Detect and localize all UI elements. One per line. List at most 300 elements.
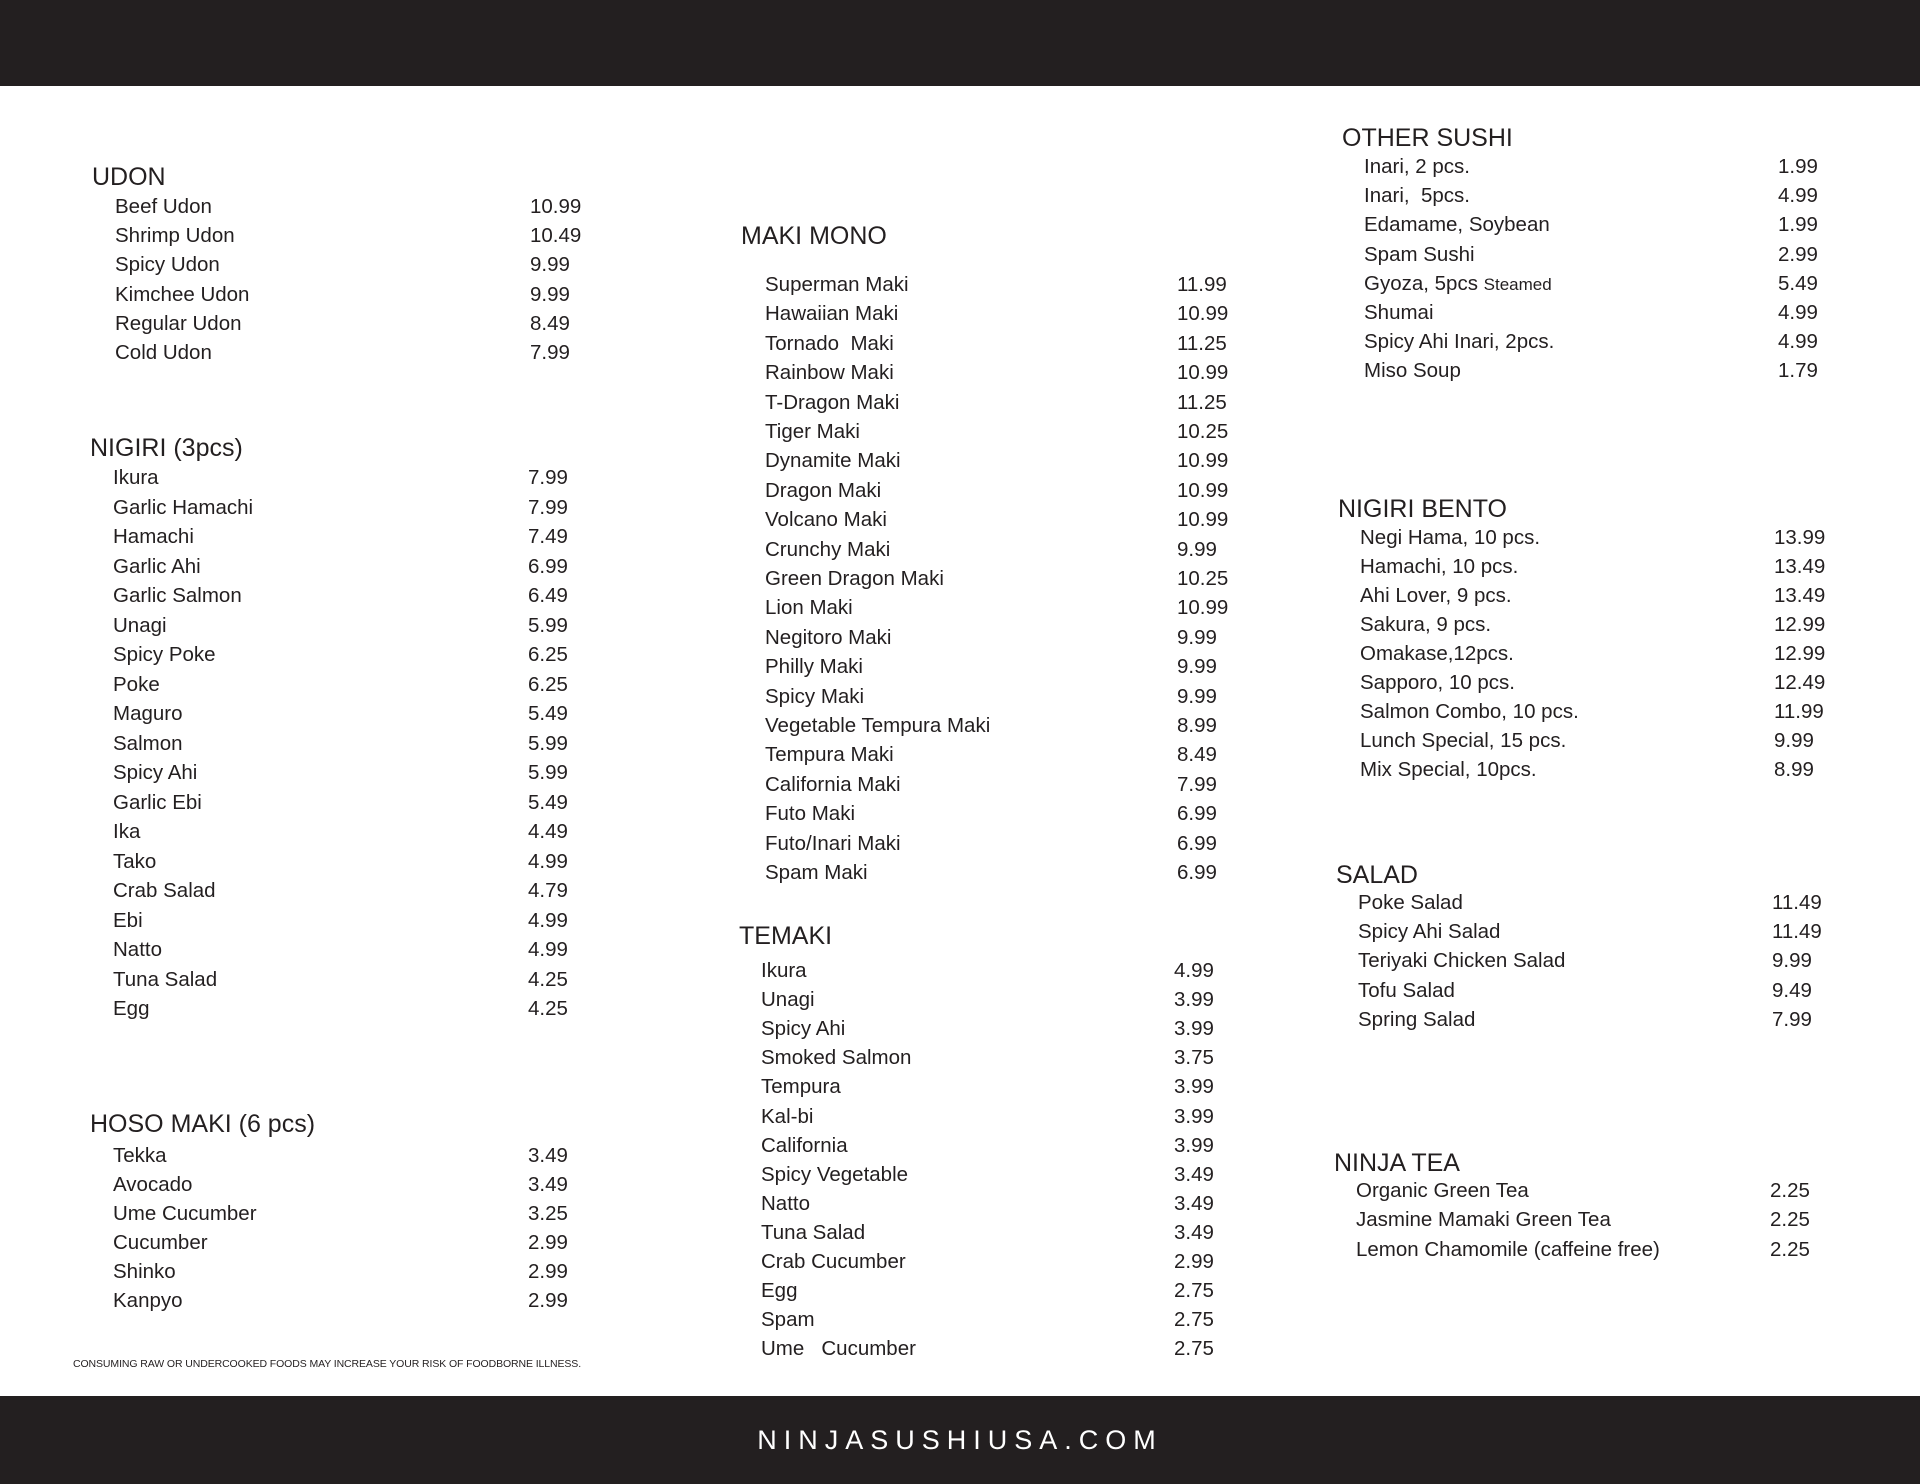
menu-item-name xyxy=(1360,523,1540,552)
menu-item xyxy=(90,935,608,964)
menu-item-name-text: Spicy Ahi Salad xyxy=(1358,920,1501,943)
menu-item-name xyxy=(1364,152,1470,181)
menu-item xyxy=(90,581,608,610)
menu-item xyxy=(741,652,1257,681)
menu-item-price: 10.99 xyxy=(1177,508,1229,531)
menu-item-price: 3.49 xyxy=(528,1144,568,1167)
menu-item-name-text: Tekka xyxy=(113,1144,167,1167)
menu-item-name xyxy=(765,593,853,622)
menu-item xyxy=(741,682,1257,711)
menu-item-price: 10.25 xyxy=(1177,420,1229,443)
menu-item-price: 4.79 xyxy=(528,879,568,902)
menu-item-name-text: Ikura xyxy=(761,959,807,982)
menu-item-name-text: Spring Salad xyxy=(1358,1008,1476,1031)
menu-item-name xyxy=(113,876,216,905)
menu-item-name-text: Ikura xyxy=(113,466,159,489)
menu-item-name-text: Salmon Combo, 10 pcs. xyxy=(1360,700,1579,723)
menu-item-name-text: Spicy Poke xyxy=(113,643,216,666)
menu-item-name xyxy=(115,309,242,338)
menu-item-name xyxy=(765,711,990,740)
menu-item-name-text: Vegetable Tempura Maki xyxy=(765,714,991,737)
menu-item-name xyxy=(1358,888,1463,917)
menu-item xyxy=(741,770,1257,799)
menu-item xyxy=(90,758,608,787)
menu-item-name-text: Superman Maki xyxy=(765,273,909,296)
menu-item-price: 1.99 xyxy=(1778,155,1818,178)
website-url: NINJASUSHIUSA.COM xyxy=(757,1424,1163,1455)
menu-item-name-text: Garlic Ahi xyxy=(113,555,201,578)
menu-item-name xyxy=(761,1043,911,1072)
menu-item-price: 7.99 xyxy=(528,496,568,519)
menu-item-name-text: Kal-bi xyxy=(761,1105,814,1128)
menu-item-name-text: Spam xyxy=(761,1308,815,1331)
menu-item-name xyxy=(113,493,253,522)
menu-item-name xyxy=(113,640,216,669)
section-title: OTHER SUSHI xyxy=(1342,124,1513,152)
menu-item-name xyxy=(113,758,197,787)
menu-item-name xyxy=(113,729,183,758)
menu-item-price: 3.49 xyxy=(1174,1221,1214,1244)
menu-item xyxy=(739,956,1254,985)
menu-item-name-text: Cucumber xyxy=(113,1231,208,1254)
menu-item-name-text: Dragon Maki xyxy=(765,479,882,502)
menu-item-price: 1.99 xyxy=(1778,213,1818,236)
menu-item-price: 2.25 xyxy=(1770,1238,1810,1261)
menu-item-name xyxy=(761,1305,815,1334)
menu-item-name xyxy=(1364,181,1470,210)
menu-item-name xyxy=(765,829,901,858)
menu-item-name-text: Miso Soup xyxy=(1364,359,1461,382)
menu-item-name xyxy=(113,552,201,581)
menu-item-name xyxy=(113,699,183,728)
menu-item-price: 6.99 xyxy=(1177,832,1217,855)
menu-item-price: 3.99 xyxy=(1174,1105,1214,1128)
menu-item xyxy=(739,1334,1254,1363)
menu-item-name xyxy=(1364,240,1475,269)
menu-item-price: 9.99 xyxy=(1177,685,1217,708)
menu-item xyxy=(1334,1176,1850,1205)
menu-item-name xyxy=(1364,327,1554,356)
menu-item-name-text: Salmon xyxy=(113,732,183,755)
menu-item-name xyxy=(113,1257,176,1286)
menu-item xyxy=(92,250,610,279)
menu-item-name-text: Spicy Ahi Inari, 2pcs. xyxy=(1364,330,1555,353)
menu-item-price: 1.79 xyxy=(1778,359,1818,382)
menu-item-price: 4.99 xyxy=(528,909,568,932)
menu-item xyxy=(739,985,1254,1014)
menu-item-name-text: Shumai xyxy=(1364,301,1434,324)
menu-item-name-text: Maguro xyxy=(113,702,183,725)
menu-item xyxy=(90,876,608,905)
menu-item-name-text: Tiger Maki xyxy=(765,420,860,443)
menu-item-name xyxy=(113,1170,192,1199)
menu-item-name xyxy=(761,1334,916,1363)
section-title: HOSO MAKI (6 pcs) xyxy=(90,1110,316,1138)
menu-item xyxy=(741,299,1257,328)
section-title: UDON xyxy=(92,163,166,191)
menu-item xyxy=(1336,976,1852,1005)
menu-item-name xyxy=(113,994,149,1023)
menu-item-name-text: Spam Sushi xyxy=(1364,243,1475,266)
menu-item-price: 10.49 xyxy=(530,224,582,247)
menu-item-name xyxy=(1358,1005,1475,1034)
menu-item-name xyxy=(765,770,901,799)
menu-item-name-text: Tempura Maki xyxy=(765,743,894,766)
menu-item-name xyxy=(765,740,894,769)
section-title: TEMAKI xyxy=(739,922,833,950)
menu-item-price: 4.99 xyxy=(1778,330,1818,353)
menu-item-price: 5.49 xyxy=(528,702,568,725)
menu-item-name-text: Green Dragon Maki xyxy=(765,567,944,590)
menu-item-name xyxy=(765,682,864,711)
menu-item-name xyxy=(113,522,194,551)
menu-item xyxy=(1336,1005,1852,1034)
menu-item-name-text: Hamachi, 10 pcs. xyxy=(1360,555,1519,578)
menu-item-name-text: Tornado Maki xyxy=(765,332,894,355)
menu-item-name-text: Rainbow Maki xyxy=(765,361,894,384)
menu-item-price: 3.49 xyxy=(1174,1192,1214,1215)
menu-item-name-text: Ume Cucumber xyxy=(113,1202,257,1225)
menu-item-price: 13.99 xyxy=(1774,526,1826,549)
menu-item-name-text: Lion Maki xyxy=(765,596,853,619)
menu-item xyxy=(92,280,610,309)
menu-item-name-text: Natto xyxy=(761,1192,810,1215)
menu-item-name-text: Ebi xyxy=(113,909,143,932)
menu-item xyxy=(739,1072,1254,1101)
menu-item-name-text: Egg xyxy=(761,1279,798,1302)
menu-item-name xyxy=(1360,581,1512,610)
menu-item-price: 10.99 xyxy=(1177,449,1229,472)
menu-item xyxy=(1338,639,1854,668)
menu-item xyxy=(1342,181,1858,210)
menu-item-name xyxy=(113,847,156,876)
menu-item-name xyxy=(113,817,140,846)
menu-item-name xyxy=(115,250,220,279)
menu-item xyxy=(90,493,608,522)
menu-item-name xyxy=(761,1014,845,1043)
menu-item-name-text: Philly Maki xyxy=(765,655,863,678)
menu-item-name-text: Unagi xyxy=(113,614,167,637)
menu-item xyxy=(1336,888,1852,917)
menu-item-name xyxy=(113,611,167,640)
menu-item-price: 11.25 xyxy=(1177,332,1227,355)
menu-item-name xyxy=(1364,269,1552,299)
menu-item xyxy=(741,505,1257,534)
menu-item-name-text: Ume Cucumber xyxy=(761,1337,916,1360)
menu-item-price: 8.49 xyxy=(1177,743,1217,766)
menu-item xyxy=(1342,240,1858,269)
menu-item-price: 3.49 xyxy=(1174,1163,1214,1186)
menu-item-name-text: Negitoro Maki xyxy=(765,626,892,649)
menu-item-name xyxy=(113,670,160,699)
menu-item-name-text: Crunchy Maki xyxy=(765,538,891,561)
top-bar xyxy=(0,0,1920,86)
menu-item-name xyxy=(113,1228,208,1257)
menu-item-name-text: Jasmine Mamaki Green Tea xyxy=(1356,1208,1611,1231)
menu-item-name-text: Tofu Salad xyxy=(1358,979,1455,1002)
menu-item-name xyxy=(115,280,249,309)
menu-item-price: 7.49 xyxy=(528,525,568,548)
menu-item xyxy=(1342,269,1858,298)
menu-item-price: 10.99 xyxy=(1177,596,1229,619)
section-title: NINJA TEA xyxy=(1334,1149,1460,1177)
menu-item-name-text: Garlic Salmon xyxy=(113,584,242,607)
menu-item xyxy=(741,829,1257,858)
menu-item-name-text: California Maki xyxy=(765,773,901,796)
menu-item-name-text: Volcano Maki xyxy=(765,508,887,531)
menu-item xyxy=(90,906,608,935)
menu-item-name xyxy=(1360,639,1514,668)
menu-item-price: 9.99 xyxy=(1774,729,1814,752)
menu-item-name-text: Kimchee Udon xyxy=(115,283,250,306)
menu-item-name xyxy=(761,985,815,1014)
menu-item-price: 2.75 xyxy=(1174,1279,1214,1302)
section-title: MAKI MONO xyxy=(741,222,887,250)
menu-item-name-text: Hamachi xyxy=(113,525,194,548)
menu-item-name-text: Garlic Hamachi xyxy=(113,496,254,519)
menu-item-name-text: Futo/Inari Maki xyxy=(765,832,901,855)
menu-item-price: 3.99 xyxy=(1174,1134,1214,1157)
menu-item xyxy=(1338,726,1854,755)
menu-item xyxy=(741,799,1257,828)
menu-item xyxy=(739,1189,1254,1218)
menu-item-price: 7.99 xyxy=(530,341,570,364)
menu-item-name-text: Cold Udon xyxy=(115,341,212,364)
menu-item xyxy=(1336,917,1852,946)
menu-item xyxy=(1338,755,1854,784)
menu-item-price: 10.99 xyxy=(530,195,582,218)
menu-item-name xyxy=(765,446,901,475)
menu-item-name-text: Lemon Chamomile (caffeine free) xyxy=(1356,1238,1660,1261)
menu-item xyxy=(741,329,1257,358)
menu-item xyxy=(741,564,1257,593)
menu-item-price: 12.99 xyxy=(1774,642,1826,665)
menu-item-price: 3.99 xyxy=(1174,988,1214,1011)
menu-item-name-text: T-Dragon Maki xyxy=(765,391,900,414)
menu-item xyxy=(1338,552,1854,581)
menu-item-name xyxy=(1358,946,1565,975)
menu-item xyxy=(90,1170,608,1199)
menu-item-name xyxy=(113,906,143,935)
menu-item-price: 2.75 xyxy=(1174,1337,1214,1360)
menu-item-name-text: Negi Hama, 10 pcs. xyxy=(1360,526,1541,549)
menu-item xyxy=(739,1043,1254,1072)
menu-item-name-text: Smoked Salmon xyxy=(761,1046,912,1069)
menu-item-price: 7.99 xyxy=(528,466,568,489)
menu-item-name xyxy=(1360,552,1518,581)
menu-item-price: 2.99 xyxy=(1174,1250,1214,1273)
menu-item-price: 5.49 xyxy=(1778,272,1818,295)
menu-item-name-text: Gyoza, 5pcs xyxy=(1364,272,1478,295)
menu-item xyxy=(1334,1235,1850,1264)
menu-item xyxy=(1338,668,1854,697)
menu-item xyxy=(741,446,1257,475)
menu-item-price: 5.99 xyxy=(528,614,568,637)
menu-item-price: 9.99 xyxy=(1177,655,1217,678)
menu-item-name xyxy=(765,858,868,887)
menu-item-name-text: Hawaiian Maki xyxy=(765,302,899,325)
menu-item-name-text: Inari, 5pcs. xyxy=(1364,184,1470,207)
menu-item-name xyxy=(1356,1235,1660,1264)
menu-item-name-text: Lunch Special, 15 pcs. xyxy=(1360,729,1567,752)
menu-item-name xyxy=(113,1286,183,1315)
menu-item-name xyxy=(115,192,212,221)
menu-item-price: 4.25 xyxy=(528,997,568,1020)
menu-item xyxy=(90,1257,608,1286)
menu-item xyxy=(741,270,1257,299)
menu-item-name-text: Inari, 2 pcs. xyxy=(1364,155,1470,178)
menu-item-price: 6.25 xyxy=(528,643,568,666)
menu-item xyxy=(739,1218,1254,1247)
menu-item-name-text: Tuna Salad xyxy=(113,968,218,991)
menu-item-name-text: Unagi xyxy=(761,988,815,1011)
menu-item-name-text: California xyxy=(761,1134,848,1157)
menu-item-name-text: Poke xyxy=(113,673,160,696)
menu-item-price: 11.99 xyxy=(1774,700,1824,723)
menu-item xyxy=(739,1102,1254,1131)
menu-item-name xyxy=(761,956,807,985)
menu-item xyxy=(90,1286,608,1315)
menu-item xyxy=(1338,523,1854,552)
menu-item-name xyxy=(765,299,898,328)
menu-item-price: 13.49 xyxy=(1774,555,1826,578)
menu-item-name xyxy=(761,1160,908,1189)
menu-item-price: 2.25 xyxy=(1770,1208,1810,1231)
menu-item-name xyxy=(765,564,944,593)
menu-item-name-text: Regular Udon xyxy=(115,312,242,335)
menu-item-name-text: Crab Cucumber xyxy=(761,1250,906,1273)
menu-item-name xyxy=(761,1276,797,1305)
menu-item xyxy=(90,670,608,699)
menu-item-price: 4.99 xyxy=(1778,301,1818,324)
menu-item-name xyxy=(765,329,894,358)
menu-item-price: 5.99 xyxy=(528,761,568,784)
menu-item-price: 3.99 xyxy=(1174,1017,1214,1040)
menu-item-price: 9.99 xyxy=(530,253,570,276)
menu-item xyxy=(741,476,1257,505)
menu-item-name-text: Tuna Salad xyxy=(761,1221,866,1244)
menu-item xyxy=(90,965,608,994)
menu-item xyxy=(741,358,1257,387)
menu-item-price: 3.49 xyxy=(528,1173,568,1196)
menu-item-name-text: Spicy Ahi xyxy=(113,761,198,784)
menu-item-name-text: Mix Special, 10pcs. xyxy=(1360,758,1537,781)
menu-item xyxy=(90,463,608,492)
menu-item-name-text: Beef Udon xyxy=(115,195,212,218)
menu-item xyxy=(1334,1205,1850,1234)
menu-item-price: 8.99 xyxy=(1774,758,1814,781)
menu-item-name xyxy=(113,965,217,994)
menu-item-price: 4.99 xyxy=(1174,959,1214,982)
menu-item-price: 9.99 xyxy=(1177,538,1217,561)
menu-item-name xyxy=(113,1199,257,1228)
menu-item xyxy=(739,1160,1254,1189)
menu-item xyxy=(90,817,608,846)
menu-item-price: 3.75 xyxy=(1174,1046,1214,1069)
menu-item-name-text: Spicy Vegetable xyxy=(761,1163,909,1186)
menu-item xyxy=(90,611,608,640)
menu-item-price: 6.99 xyxy=(528,555,568,578)
menu-item xyxy=(90,729,608,758)
menu-item-name xyxy=(113,788,202,817)
menu-item-price: 11.49 xyxy=(1772,920,1822,943)
menu-item xyxy=(90,1199,608,1228)
menu-item-price: 3.99 xyxy=(1174,1075,1214,1098)
menu-item-name xyxy=(1358,976,1455,1005)
menu-item-name-text: Ahi Lover, 9 pcs. xyxy=(1360,584,1512,607)
menu-item-price: 6.25 xyxy=(528,673,568,696)
menu-item-price: 4.49 xyxy=(528,820,568,843)
menu-item xyxy=(1342,210,1858,239)
menu-item xyxy=(92,338,610,367)
menu-item-name-text: Garlic Ebi xyxy=(113,791,202,814)
menu-item-name xyxy=(113,1141,167,1170)
menu-item-price: 4.99 xyxy=(1778,184,1818,207)
menu-item-price: 4.99 xyxy=(528,850,568,873)
menu-item-price: 10.99 xyxy=(1177,479,1229,502)
menu-item-name-text: Tako xyxy=(113,850,157,873)
menu-item-name xyxy=(761,1189,810,1218)
menu-item-name-text: Teriyaki Chicken Salad xyxy=(1358,949,1566,972)
menu-item-price: 2.99 xyxy=(528,1231,568,1254)
menu-item-price: 6.99 xyxy=(1177,861,1217,884)
menu-item-name xyxy=(765,417,860,446)
menu-item-name xyxy=(761,1247,906,1276)
menu-item xyxy=(1342,327,1858,356)
menu-item xyxy=(739,1014,1254,1043)
menu-item-price: 11.99 xyxy=(1177,273,1227,296)
menu-item xyxy=(90,847,608,876)
menu-item-price: 2.99 xyxy=(528,1289,568,1312)
menu-item-price: 11.25 xyxy=(1177,391,1227,414)
menu-item xyxy=(1342,356,1858,385)
menu-item-name-text: Futo Maki xyxy=(765,802,855,825)
menu-item-price: 12.99 xyxy=(1774,613,1826,636)
menu-item-price: 7.99 xyxy=(1772,1008,1812,1031)
menu-item-name-text: Ika xyxy=(113,820,141,843)
menu-item-price: 2.75 xyxy=(1174,1308,1214,1331)
menu-item-price: 6.99 xyxy=(1177,802,1217,825)
menu-item-name-text: Dynamite Maki xyxy=(765,449,901,472)
menu-item-name-text: Shinko xyxy=(113,1260,176,1283)
menu-item-price: 9.99 xyxy=(1772,949,1812,972)
menu-item-name xyxy=(115,221,235,250)
menu-item-price: 3.25 xyxy=(528,1202,568,1225)
menu-item-price: 2.99 xyxy=(528,1260,568,1283)
menu-item-name-text: Organic Green Tea xyxy=(1356,1179,1529,1202)
menu-item-price: 8.49 xyxy=(530,312,570,335)
menu-item xyxy=(739,1305,1254,1334)
menu-item xyxy=(741,535,1257,564)
food-safety-disclaimer: CONSUMING RAW OR UNDERCOOKED FOODS MAY INCREASE YOUR RISK OF FOODBORNE ILLNESS. xyxy=(73,1358,582,1370)
menu-item-name xyxy=(1360,726,1566,755)
menu-item xyxy=(741,711,1257,740)
section-title: NIGIRI (3pcs) xyxy=(90,434,243,462)
menu-item-name-text: Shrimp Udon xyxy=(115,224,235,247)
menu-item xyxy=(90,788,608,817)
menu-item-name xyxy=(1356,1205,1611,1234)
menu-item-name xyxy=(765,799,855,828)
menu-item-price: 4.25 xyxy=(528,968,568,991)
menu-item-name xyxy=(765,535,890,564)
menu-item xyxy=(741,623,1257,652)
menu-item-name xyxy=(765,476,881,505)
menu-item xyxy=(741,593,1257,622)
menu-item-price: 10.99 xyxy=(1177,361,1229,384)
menu-item xyxy=(741,417,1257,446)
menu-item-price: 5.99 xyxy=(528,732,568,755)
menu-item-name xyxy=(761,1102,813,1131)
